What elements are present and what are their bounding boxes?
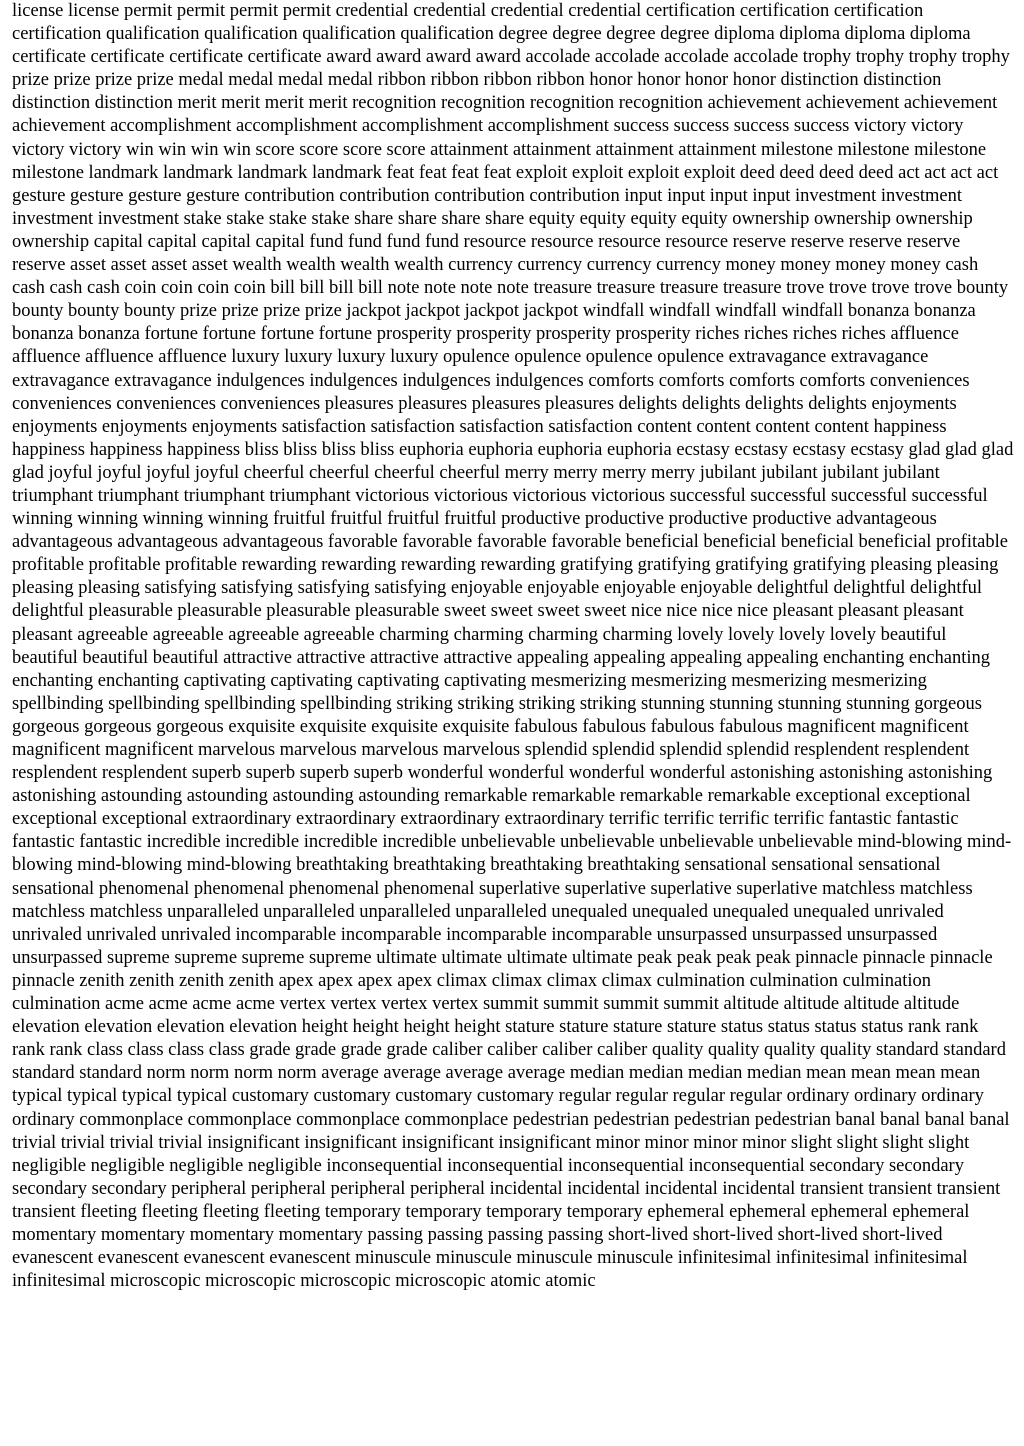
body-text: license license permit permit permit permit credential credential credential credential certification certification certification certification qualification qualification qualification qualification degree degree degree degree diploma diploma diploma diploma certificate certificate certificate certificate award award award award accolade accolade accolade accolade trophy trophy trophy trophy prize prize prize prize medal medal medal medal ribbon ribbon ribbon ribbon honor honor honor honor distinction distinction distinction distinction merit merit merit merit recognition recognition recognition recognition achievement achievement achievement achievement accomplishment accomplishment accomplishment accomplishment success success success success victory victory victory victory win win win win score score score score attainment attainment attainment attainment milestone milestone milestone milestone landmark landmark landmark landmark feat feat feat feat exploit exploit exploit exploit deed deed deed deed act act act act gesture gesture gesture gesture contribution contribution contribution contribution input input input input investment investment investment investment stake stake stake stake share share share share equity equity equity equity ownership ownership ownership ownership capital capital capital capital fund fund fund fund resource resource resource resource reserve reserve reserve reserve reserve asset asset asset asset wealth wealth wealth wealth currency currency currency currency money money money money cash cash cash cash coin coin coin coin bill bill bill bill note note note note treasure treasure treasure treasure trove trove trove trove bounty bounty bounty bounty prize prize prize prize jackpot jackpot jackpot jackpot windfall windfall windfall windfall bonanza bonanza bonanza bonanza fortune fortune fortune fortune prosperity prosperity prosperity prosperity riches riches riches riches affluence affluence affluence affluence luxury luxury luxury luxury opulence opulence opulence opulence extravagance extravagance extravagance extravagance indulgences indulgences indulgences indulgences comforts comforts comforts comforts conveniences conveniences conveniences conveniences pleasures pleasures pleasures pleasures delights delights delights delights enjoyments enjoyments enjoyments enjoyments satisfaction satisfaction satisfaction satisfaction content content content content happiness happiness happiness happiness bliss bliss bliss bliss euphoria euphoria euphoria euphoria ecstasy ecstasy ecstasy ecstasy glad glad glad glad joyful joyful joyful joyful cheerful cheerful cheerful cheerful merry merry merry merry jubilant jubilant jubilant jubilant triumphant triumphant triumphant triumphant victorious victorious victorious victorious successful successful successful successful winning winning winning winning fruitful fruitful fruitful fruitful productive productive productive productive advantageous advantageous advantageous advantageous favorable favorable favorable favorable beneficial beneficial beneficial beneficial profitable profitable profitable profitable rewarding rewarding rewarding rewarding gratifying gratifying gratifying gratifying pleasing pleasing pleasing pleasing satisfying satisfying satisfying satisfying enjoyable enjoyable enjoyable enjoyable delightful delightful delightful delightful pleasurable pleasurable pleasurable pleasurable sweet sweet sweet sweet nice nice nice nice pleasant pleasant pleasant pleasant agreeable agreeable agreeable agreeable charming charming charming charming lovely lovely lovely lovely beautiful beautiful beautiful beautiful attractive attractive attractive attractive appealing appealing appealing appealing enchanting enchanting enchanting enchanting captivating captivating captivating captivating mesmerizing mesmerizing mesmerizing mesmerizing spellbinding spellbinding spellbinding spellbinding striking striking striking striking stunning stunning stunning stunning gorgeous gorgeous gorgeous gorgeous exquisite exquisite exquisite exquisite fabulous fabulous fabulous fabulous magnificent magnificent magnificent magnificent marvelous marvelous marvelous marvelous splendid splendid splendid splendid resplendent resplendent resplendent resplendent superb superb superb superb wonderful wonderful wonderful wonderful astonishing astonishing astonishing astonishing astounding astounding astounding astounding remarkable remarkable remarkable remarkable exceptional exceptional exceptional exceptional extraordinary extraordinary extraordinary extraordinary terrific terrific terrific terrific fantastic fantastic fantastic fantastic incredible incredible incredible incredible unbelievable unbelievable unbelievable unbelievable mind-blowing mind-blowing mind-blowing mind-blowing breathtaking breathtaking breathtaking breathtaking sensational sensational sensational sensational phenomenal phenomenal phenomenal phenomenal superlative superlative superlative superlative matchless matchless matchless matchless unparalleled unparalleled unparalleled unparalleled unequaled unequaled unequaled unequaled unrivaled unrivaled unrivaled unrivaled incomparable incomparable incomparable incomparable unsurpassed unsurpassed unsurpassed unsurpassed supreme supreme supreme supreme ultimate ultimate ultimate ultimate peak peak peak peak pinnacle pinnacle pinnacle pinnacle zenith zenith zenith zenith apex apex apex apex climax climax climax climax culmination culmination culmination culmination acme acme acme acme vertex vertex vertex vertex summit summit summit summit altitude altitude altitude altitude elevation elevation elevation elevation height height height height stature stature stature stature status status status status rank rank rank rank class class class class grade grade grade grade caliber caliber caliber caliber quality quality quality quality standard standard standard standard norm norm norm norm average average average average median median median median mean mean mean mean typical typical typical typical customary customary customary customary regular regular regular regular ordinary ordinary ordinary ordinary commonplace commonplace commonplace commonplace pedestrian pedestrian pedestrian pedestrian banal banal banal banal trivial trivial trivial trivial insignificant insignificant insignificant insignificant minor minor minor minor slight slight slight slight negligible negligible negligible negligible inconsequential inconsequential inconsequential inconsequential secondary secondary secondary secondary peripheral peripheral peripheral peripheral incidental incidental incidental incidental transient transient transient transient fleeting fleeting fleeting fleeting temporary temporary temporary temporary ephemeral ephemeral ephemeral ephemeral momentary momentary momentary momentary passing passing passing passing short-lived short-lived short-lived short-lived evanescent evanescent evanescent evanescent minuscule minuscule minuscule minuscule infinitesimal infinitesimal infinitesimal infinitesimal microscopic microscopic microscopic microscopic atomic atomic: [12, 1, 1014, 1292]
